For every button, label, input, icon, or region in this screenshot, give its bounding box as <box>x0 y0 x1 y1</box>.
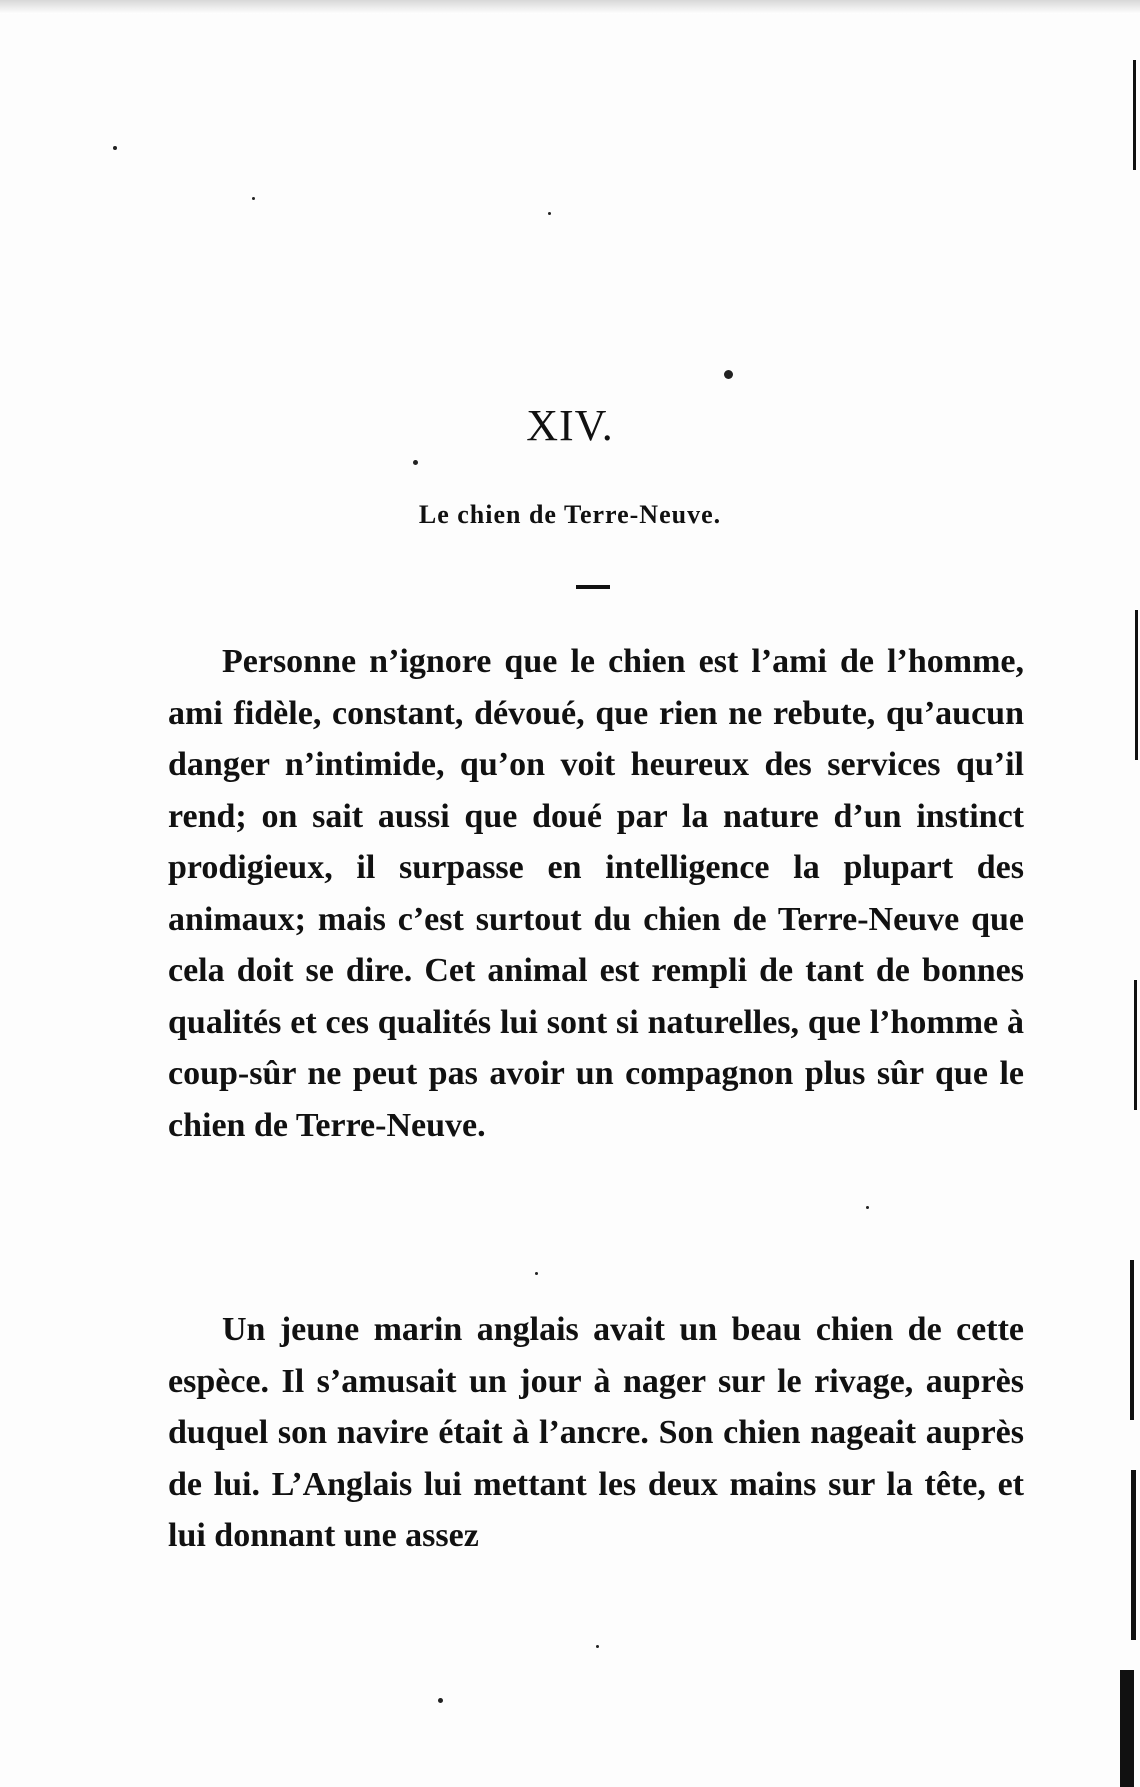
chapter-number: XIV. <box>526 401 614 450</box>
scan-speck <box>724 370 733 379</box>
scan-speck <box>252 197 255 200</box>
binding-edge-mark <box>1135 610 1138 760</box>
binding-edge-mark <box>1131 1470 1136 1640</box>
scan-speck <box>113 146 117 150</box>
scan-speck <box>866 1206 869 1209</box>
scan-speck <box>535 1272 538 1275</box>
binding-edge-mark <box>1133 60 1136 170</box>
paragraph-2: Un jeune marin anglais avait un beau chien de cette espèce. Il s’amusait un jour à nager sur le rivage, auprès duquel son navire était à l’ancre. Son chien nageait auprès de lui. L’Anglais lui mettant les deux mains sur la tête, et lui donnant une assez <box>168 1311 1024 1554</box>
scan-speck <box>596 1645 599 1648</box>
binding-edge-mark <box>1120 1670 1134 1787</box>
title-separator <box>576 585 610 589</box>
scan-speck <box>438 1698 443 1703</box>
binding-edge-mark <box>1130 1260 1134 1420</box>
scan-speck <box>548 212 551 215</box>
binding-edge-mark <box>1134 980 1137 1110</box>
paragraph-1: Personne n’ignore que le chien est l’ami de l’homme, ami fidèle, constant, dévoué, que rien ne rebute, qu’aucun danger n’intimide, qu’on voit heureux des services qu’il rend; on sait aussi que doué par la nature d’un instinct prodigieux, il surpasse en intelligence la plupart des animaux; mais c’est surtout du chien de Terre-Neuve que cela doit se dire. Cet animal est rempli de tant de bonnes qualités et ces qualités lui sont si naturelles, que l’homme à coup-sûr ne peut pas avoir un compagnon plus sûr que le chien de Terre-Neuve. <box>168 643 1024 1144</box>
scan-top-edge <box>0 0 1140 14</box>
chapter-title: Le chien de Terre-Neuve. <box>418 500 722 529</box>
scan-speck <box>413 460 418 465</box>
